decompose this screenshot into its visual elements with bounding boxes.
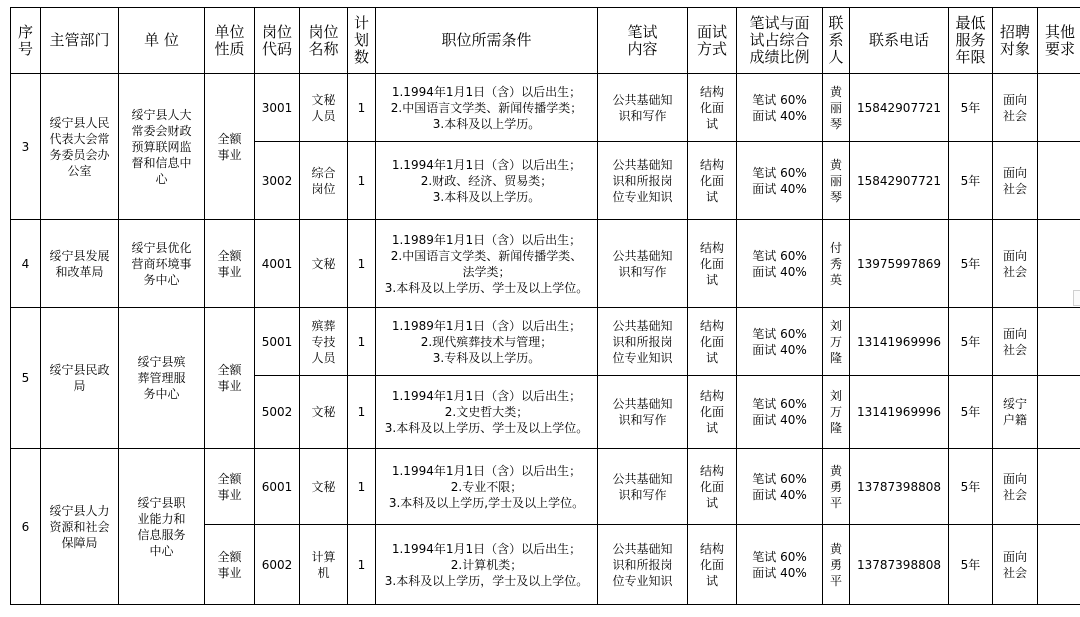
other-cell: [1038, 449, 1080, 525]
nature-cell: 全额 事业: [205, 74, 255, 220]
exam-cell: 公共基础知 识和写作: [598, 220, 688, 308]
service-cell: 5年: [949, 525, 993, 605]
code-cell: 3002: [255, 142, 300, 220]
phone-cell: 13787398808: [850, 449, 949, 525]
post-cell: 文秘: [300, 449, 348, 525]
interview-cell: 结构 化面 试: [688, 220, 737, 308]
target-cell: 绥宁 户籍: [993, 376, 1038, 449]
plan-cell: 1: [348, 74, 376, 142]
code-cell: 6002: [255, 525, 300, 605]
other-cell: [1038, 308, 1080, 376]
interview-cell: 结构 化面 试: [688, 376, 737, 449]
target-cell: 面向 社会: [993, 220, 1038, 308]
other-cell: [1038, 74, 1080, 142]
ratio-cell: 笔试 60% 面试 40%: [737, 220, 823, 308]
contact-cell: 刘 万 隆: [823, 308, 850, 376]
phone-cell: 13975997869: [850, 220, 949, 308]
table-row: [11, 449, 1080, 525]
header-dept: 主管部门: [41, 8, 119, 74]
conditions-cell: 1.1994年1月1日（含）以后出生； 2.专业不限； 3.本科及以上学历,学士及以上学位。: [376, 449, 598, 525]
interview-cell: 结构 化面 试: [688, 525, 737, 605]
code-cell: 4001: [255, 220, 300, 308]
post-cell: 殡葬 专技 人员: [300, 308, 348, 376]
contact-cell: 黄 丽 琴: [823, 142, 850, 220]
code-cell: 3001: [255, 74, 300, 142]
header-unit: 单 位: [119, 8, 205, 74]
phone-cell: 13141969996: [850, 308, 949, 376]
plan-cell: 1: [348, 525, 376, 605]
header-exam: 笔试 内容: [598, 8, 688, 74]
other-cell: [1038, 376, 1080, 449]
interview-cell: 结构 化面 试: [688, 74, 737, 142]
ratio-cell: 笔试 60% 面试 40%: [737, 449, 823, 525]
service-cell: 5年: [949, 449, 993, 525]
code-cell: 5001: [255, 308, 300, 376]
target-cell: 面向 社会: [993, 449, 1038, 525]
conditions-cell: 1.1994年1月1日（含）以后出生； 2.计算机类； 3.本科及以上学历，学士及以上学位。: [376, 525, 598, 605]
service-cell: 5年: [949, 74, 993, 142]
header-nature: 单位 性质: [205, 8, 255, 74]
other-cell: [1038, 525, 1080, 605]
conditions-cell: 1.1994年1月1日（含）以后出生； 2.中国语言文学类、新闻传播学类； 3.本科及以上学历。: [376, 74, 598, 142]
plan-cell: 1: [348, 449, 376, 525]
service-cell: 5年: [949, 220, 993, 308]
ratio-cell: 笔试 60% 面试 40%: [737, 142, 823, 220]
exam-cell: 公共基础知 识和写作: [598, 74, 688, 142]
dept-cell: 绥宁县人力 资源和社会 保障局: [41, 449, 119, 605]
ratio-cell: 笔试 60% 面试 40%: [737, 308, 823, 376]
ratio-cell: 笔试 60% 面试 40%: [737, 74, 823, 142]
header-contact: 联 系 人: [823, 8, 850, 74]
target-cell: 面向 社会: [993, 525, 1038, 605]
header-post: 岗位 名称: [300, 8, 348, 74]
conditions-cell: 1.1994年1月1日（含）以后出生； 2.财政、经济、贸易类； 3.本科及以上学历。: [376, 142, 598, 220]
seq-cell: 3: [11, 74, 41, 220]
header-code: 岗位 代码: [255, 8, 300, 74]
post-cell: 文秘: [300, 220, 348, 308]
post-cell: 文秘 人员: [300, 74, 348, 142]
contact-cell: 付 秀 英: [823, 220, 850, 308]
header-plan: 计 划 数: [348, 8, 376, 74]
contact-cell: 黄 丽 琴: [823, 74, 850, 142]
conditions-cell: 1.1989年1月1日（含）以后出生； 2.中国语言文学类、新闻传播学类、 法学类； 3.本科及以上学历、学士及以上学位。: [376, 220, 598, 308]
exam-cell: 公共基础知 识和所报岗 位专业知识: [598, 525, 688, 605]
other-cell: [1038, 142, 1080, 220]
seq-cell: 5: [11, 308, 41, 449]
post-cell: 计算 机: [300, 525, 348, 605]
header-other: 其他 要求: [1038, 8, 1080, 74]
header-target: 招聘 对象: [993, 8, 1038, 74]
service-cell: 5年: [949, 142, 993, 220]
code-cell: 6001: [255, 449, 300, 525]
exam-cell: 公共基础知 识和所报岗 位专业知识: [598, 142, 688, 220]
target-cell: 面向 社会: [993, 308, 1038, 376]
header-service: 最低 服务 年限: [949, 8, 993, 74]
exam-cell: 公共基础知 识和写作: [598, 449, 688, 525]
contact-cell: 黄 勇 平: [823, 525, 850, 605]
phone-cell: 13141969996: [850, 376, 949, 449]
phone-cell: 13787398808: [850, 525, 949, 605]
dept-cell: 绥宁县民政 局: [41, 308, 119, 449]
seq-cell: 6: [11, 449, 41, 605]
header-seq: 序 号: [11, 8, 41, 74]
nature-cell: 全额 事业: [205, 220, 255, 308]
dept-cell: 绥宁县人民 代表大会常 务委员会办 公室: [41, 74, 119, 220]
header-phone: 联系电话: [850, 8, 949, 74]
interview-cell: 结构 化面 试: [688, 142, 737, 220]
nature-cell: 全额 事业: [205, 308, 255, 449]
header-row: [11, 8, 1080, 74]
unit-cell: 绥宁县殡 葬管理服 务中心: [119, 308, 205, 449]
interview-cell: 结构 化面 试: [688, 308, 737, 376]
service-cell: 5年: [949, 308, 993, 376]
scroll-edge-handle[interactable]: [1073, 290, 1080, 306]
table-row: [11, 74, 1080, 142]
phone-cell: 15842907721: [850, 142, 949, 220]
phone-cell: 15842907721: [850, 74, 949, 142]
plan-cell: 1: [348, 220, 376, 308]
code-cell: 5002: [255, 376, 300, 449]
table-row: [11, 308, 1080, 376]
unit-cell: 绥宁县优化 营商环境事 务中心: [119, 220, 205, 308]
table-row: [11, 220, 1080, 308]
target-cell: 面向 社会: [993, 74, 1038, 142]
header-conditions: 职位所需条件: [376, 8, 598, 74]
post-cell: 文秘: [300, 376, 348, 449]
exam-cell: 公共基础知 识和写作: [598, 376, 688, 449]
header-interview: 面试 方式: [688, 8, 737, 74]
unit-cell: 绥宁县人大 常委会财政 预算联网监 督和信息中 心: [119, 74, 205, 220]
plan-cell: 1: [348, 142, 376, 220]
seq-cell: 4: [11, 220, 41, 308]
unit-cell: 绥宁县职 业能力和 信息服务 中心: [119, 449, 205, 605]
ratio-cell: 笔试 60% 面试 40%: [737, 525, 823, 605]
plan-cell: 1: [348, 308, 376, 376]
exam-cell: 公共基础知 识和所报岗 位专业知识: [598, 308, 688, 376]
conditions-cell: 1.1994年1月1日（含）以后出生； 2.文史哲大类； 3.本科及以上学历、学士及以上学位。: [376, 376, 598, 449]
recruitment-table: [10, 7, 1080, 605]
ratio-cell: 笔试 60% 面试 40%: [737, 376, 823, 449]
plan-cell: 1: [348, 376, 376, 449]
post-cell: 综合 岗位: [300, 142, 348, 220]
contact-cell: 黄 勇 平: [823, 449, 850, 525]
header-ratio: 笔试与面 试占综合 成绩比例: [737, 8, 823, 74]
nature-cell: 全额 事业: [205, 525, 255, 605]
conditions-cell: 1.1989年1月1日（含）以后出生； 2.现代殡葬技术与管理； 3.专科及以上学历。: [376, 308, 598, 376]
nature-cell: 全额 事业: [205, 449, 255, 525]
target-cell: 面向 社会: [993, 142, 1038, 220]
contact-cell: 刘 万 隆: [823, 376, 850, 449]
service-cell: 5年: [949, 376, 993, 449]
interview-cell: 结构 化面 试: [688, 449, 737, 525]
dept-cell: 绥宁县发展 和改革局: [41, 220, 119, 308]
